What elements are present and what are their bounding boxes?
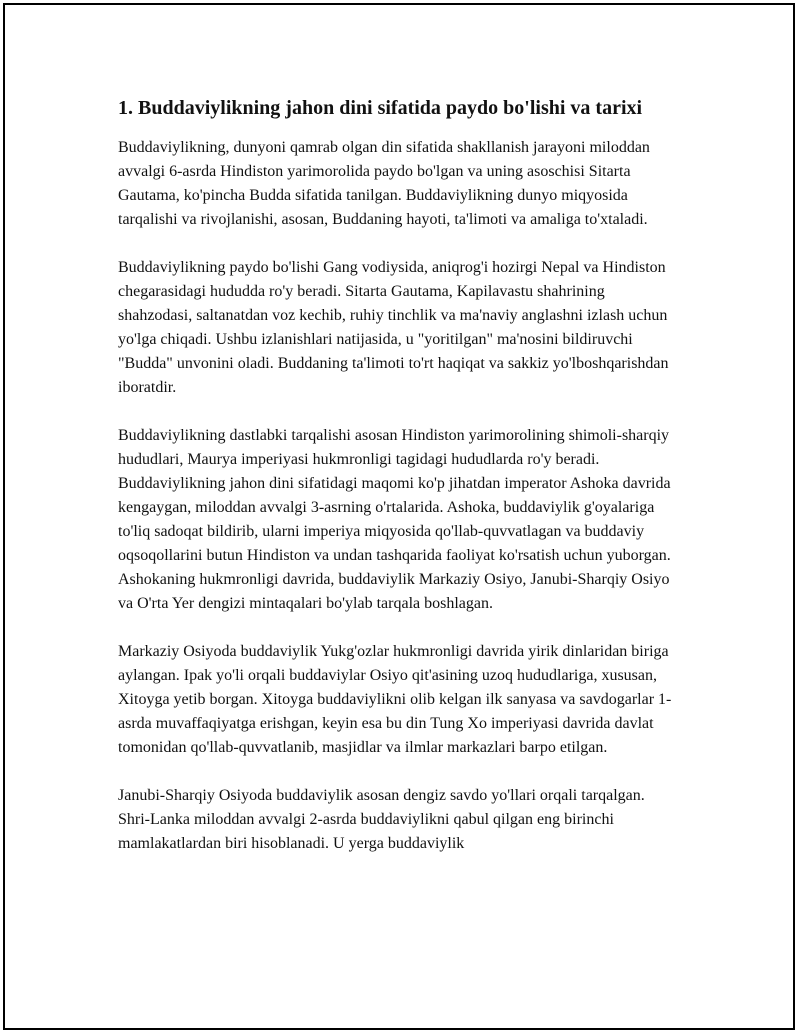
paragraph-1: Buddaviylikning, dunyoni qamrab olgan din sifatida shakllanish jarayoni miloddan avvalgi 6-asrda Hindiston yarimorolida paydo bo'lgan va uning asoschisi Sitarta Gautama, ko'pincha Budda sifatida tanilgan. Buddaviylikning dunyo miqyosida tarqalishi va rivojlanishi, asosan, Buddaning hayoti, ta'limoti va amaliga to'xtaladi. — [118, 139, 650, 228]
paragraph-2: Buddaviylikning paydo bo'lishi Gang vodiysida, aniqrog'i hozirgi Nepal va Hindiston chegarasidagi hududda ro'y beradi. Sitarta Gautama, Kapilavastu shahrining shahzodasi, saltanatdan voz kechib, ruhiy tinchlik va ma'naviy anglashni izlash uchun yo'lga chiqadi. Ushbu izlanishlari natijasida, u "yoritilgan" ma'nosini bildiruvchi "Budda" unvonini oladi. Buddaning ta'limoti to'rt haqiqat va sakkiz yo'lboshqarishdan iboratdir. — [118, 259, 669, 396]
section-heading: 1. Buddaviylikning jahon dini sifatida paydo bo'lishi va tarixi — [118, 97, 643, 119]
paragraph-5: Janubi-Sharqiy Osiyoda buddaviylik asosan dengiz savdo yo'llari orqali tarqalgan. Shri-Lanka miloddan avvalgi 2-asrda buddaviylikni qabul qilgan eng birinchi mamlakatlardan biri hisoblanadi. U yerga buddaviylik — [118, 787, 645, 852]
paragraph-3: Buddaviylikning dastlabki tarqalishi asosan Hindiston yarimorolining shimoli-sharqiy hududlari, Maurya imperiyasi hukmronligi tagidagi hududlarda ro'y beradi. Buddaviylikning jahon dini sifatidagi maqomi ko'p jihatdan imperator Ashoka davrida kengaygan, miloddan avvalgi 3-asrning o'rtalarida. Ashoka, buddaviylik g'oyalariga to'liq sadoqat bildirib, ularni imperiya miqyosida qo'llab-quvvatlagan va buddaviy oqsoqollarini butun Hindiston va undan tashqarida faoliyat ko'rsatish uchun yuborgan. Ashokaning hukmronligi davrida, buddaviylik Markaziy Osiyo, Janubi-Sharqiy Osiyo va O'rta Yer dengizi mintaqalari bo'ylab tarqala boshlagan. — [118, 427, 671, 612]
document-body — [118, 94, 678, 880]
paragraph-4: Markaziy Osiyoda buddaviylik Yukg'ozlar hukmronligi davrida yirik dinlaridan biriga aylangan. Ipak yo'li orqali buddaviylar Osiyo qit'asining uzoq hududlariga, xususan, Xitoyga yetib borgan. Xitoyga buddaviylikni olib kelgan ilk sanyasa va savdogarlar 1-asrda muvaffaqiyatga erishgan, keyin esa bu din Tung Xo imperiyasi davrida davlat tomonidan qo'llab-quvvatlanib, masjidlar va ilmlar markazlari barpo etilgan. — [118, 643, 672, 756]
